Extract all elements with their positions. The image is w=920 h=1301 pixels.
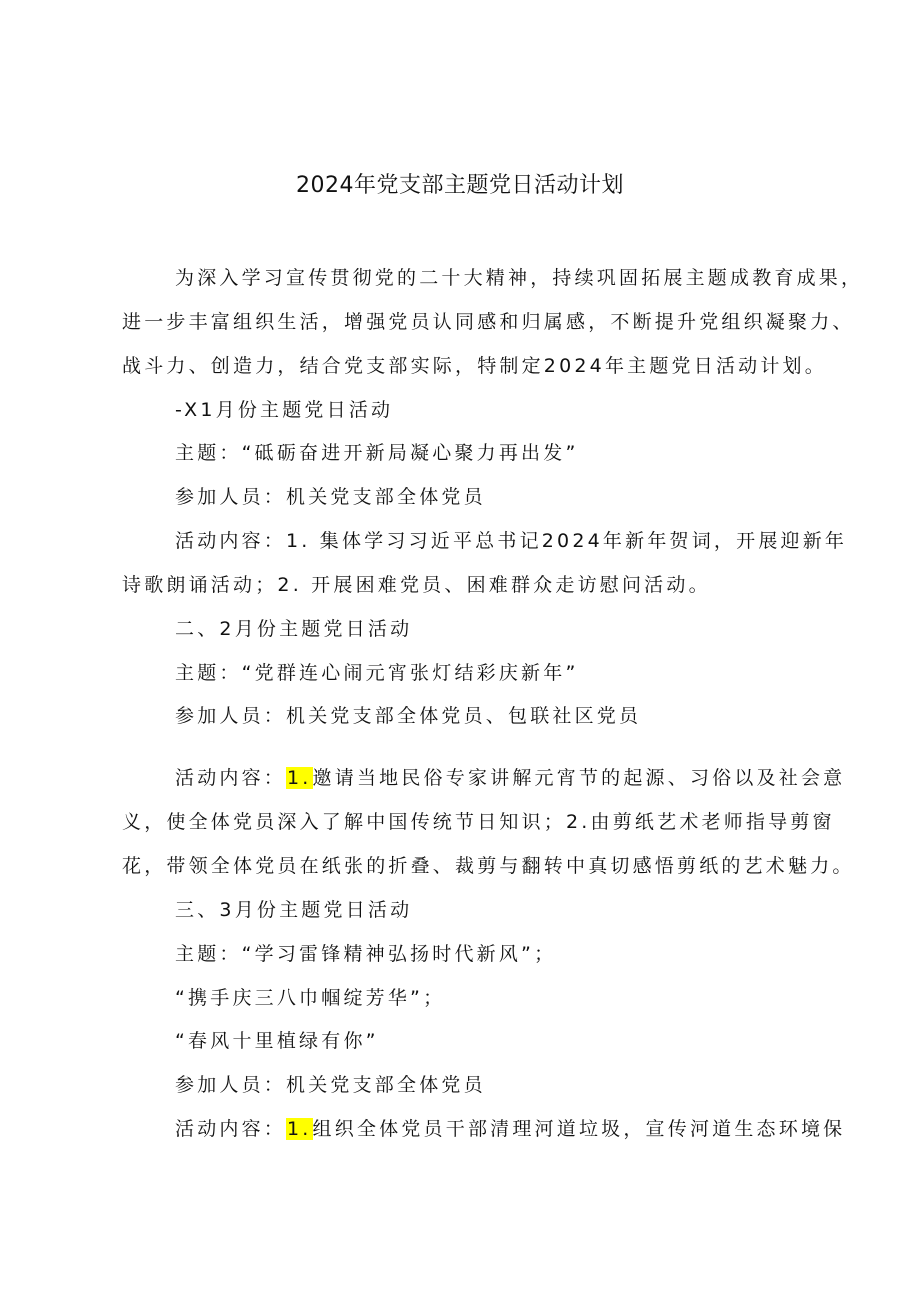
activity-line: 诗歌朗诵活动；2. 开展困难党员、困难群众走访慰问活动。 (122, 574, 711, 596)
activity-text: 组织全体党员干部清理河道垃圾，宣传河道生态环境保 (312, 1118, 846, 1140)
paragraph-line: 为深入学习宣传贯彻党的二十大精神，持续巩固拓展主题成教育成果， (175, 267, 864, 289)
section-heading: 三、3月份主题党日活动 (175, 899, 413, 921)
activity-line: 义，使全体党员深入了解中国传统节日知识；2.由剪纸艺术老师指导剪窗 (122, 811, 835, 833)
section-heading: -X1月份主题党日活动 (175, 399, 394, 421)
activity-line (175, 1113, 845, 1145)
activity-label: 活动内容： (175, 767, 287, 789)
participants-line: 参加人员：机关党支部全体党员 (175, 486, 486, 508)
highlighted-number: 1. (287, 1118, 312, 1140)
theme-line: 主题：“砥砺奋进开新局凝心聚力再出发” (175, 442, 579, 464)
theme-line: 主题：“党群连心闹元宵张灯结彩庆新年” (175, 662, 579, 684)
participants-line: 参加人员：机关党支部全体党员、包联社区党员 (175, 705, 642, 727)
activity-line: 花，带领全体党员在纸张的折叠、裁剪与翻转中真切感悟剪纸的艺术魅力。 (122, 855, 855, 877)
activity-line (175, 762, 845, 794)
section-heading: 二、2月份主题党日活动 (175, 618, 413, 640)
paragraph-line: 战斗力、创造力，结合党支部实际，特制定2024年主题党日活动计划。 (122, 355, 827, 377)
participants-line: 参加人员：机关党支部全体党员 (175, 1074, 486, 1096)
paragraph-line: 进一步丰富组织生活，增强党员认同感和归属感，不断提升党组织凝聚力、 (122, 311, 855, 333)
highlighted-number: 1. (287, 767, 312, 789)
theme-line: 主题：“学习雷锋精神弘扬时代新风”； (175, 943, 557, 965)
activity-label: 活动内容： (175, 1118, 287, 1140)
activity-line: 活动内容：1. 集体学习习近平总书记2024年新年贺词，开展迎新年 (175, 530, 848, 552)
theme-line: “携手庆三八巾帼绽芳华”； (175, 987, 446, 1009)
theme-line: “春风十里植绿有你” (175, 1030, 379, 1052)
document-title: 2024年党支部主题党日活动计划 (296, 173, 624, 198)
activity-text: 邀请当地民俗专家讲解元宵节的起源、习俗以及社会意 (312, 767, 846, 789)
